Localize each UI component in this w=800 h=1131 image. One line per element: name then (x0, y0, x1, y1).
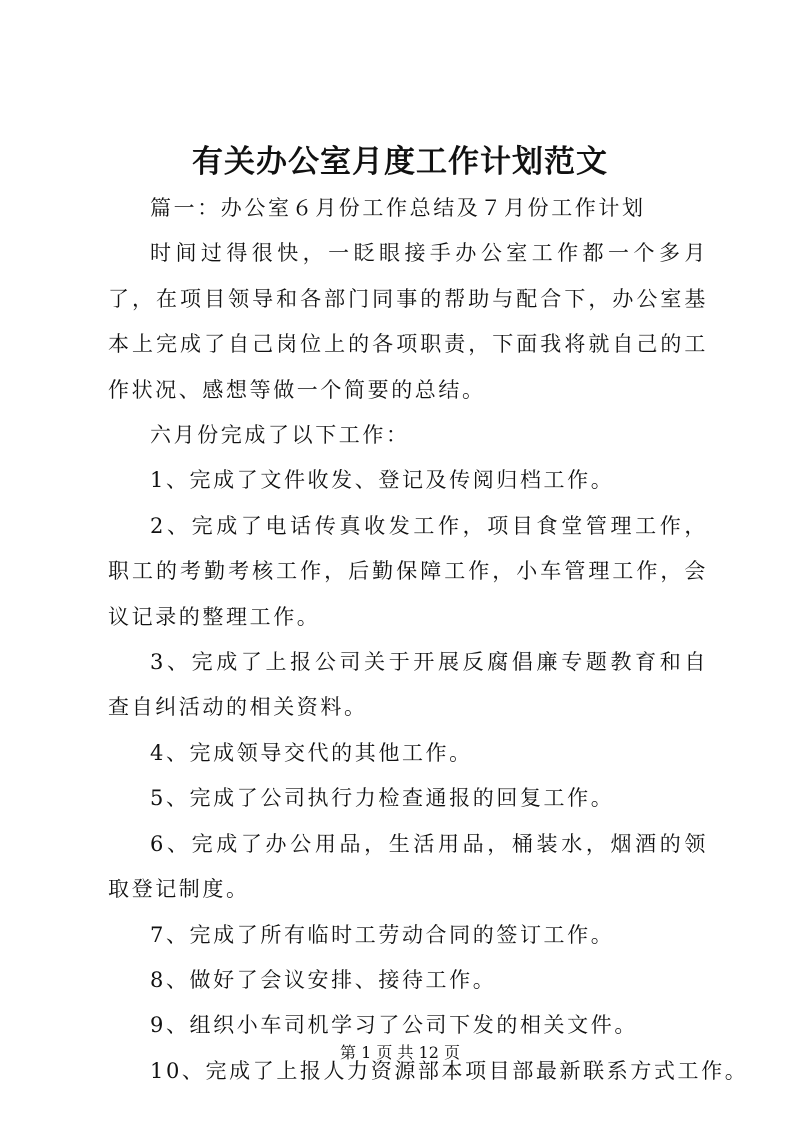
list-item: 7、完成了所有临时工劳动合同的签订工作。 (150, 922, 615, 947)
list-item: 1、完成了文件收发、登记及传阅归档工作。 (150, 468, 615, 493)
page-footer: 第 1 页 共 12 页 (340, 1043, 460, 1062)
list-item: 2、完成了电话传真收发工作，项目食堂管理工作，职工的考勤考核工作，后勤保障工作，小车管理工作，会议记录的整理工作。 (108, 513, 708, 629)
document-title: 有关办公室月度工作计划范文 (192, 144, 608, 180)
list-item: 10、完成了上报人力资源部本项目部最新联系方式工作。 (150, 1058, 749, 1083)
list-item: 8、做好了会议安排、接待工作。 (150, 967, 497, 992)
list-item: 3、完成了上报公司关于开展反腐倡廉专题教育和自查自纠活动的相关资料。 (108, 650, 708, 720)
list-item: 6、完成了办公用品，生活用品，桶装水，烟酒的领取登记制度。 (108, 831, 708, 902)
list-item: 9、组织小车司机学习了公司下发的相关文件。 (150, 1013, 638, 1038)
list-item: 5、完成了公司执行力检查通报的回复工作。 (150, 786, 615, 811)
list-item: 4、完成领导交代的其他工作。 (150, 740, 473, 765)
document-body (108, 186, 749, 1094)
section-heading: 篇一：办公室６月份工作总结及７月份工作计划 (150, 196, 646, 220)
intro-paragraph: 时间过得很快，一眨眼接手办公室工作都一个多月了，在项目领导和各部门同事的帮助与配合下，办公室基本上完成了自己岗位上的各项职责，下面我将就自己的工作状况、感想等做一个简要的总结。 (108, 241, 708, 402)
list-heading: 六月份完成了以下工作： (150, 423, 410, 448)
